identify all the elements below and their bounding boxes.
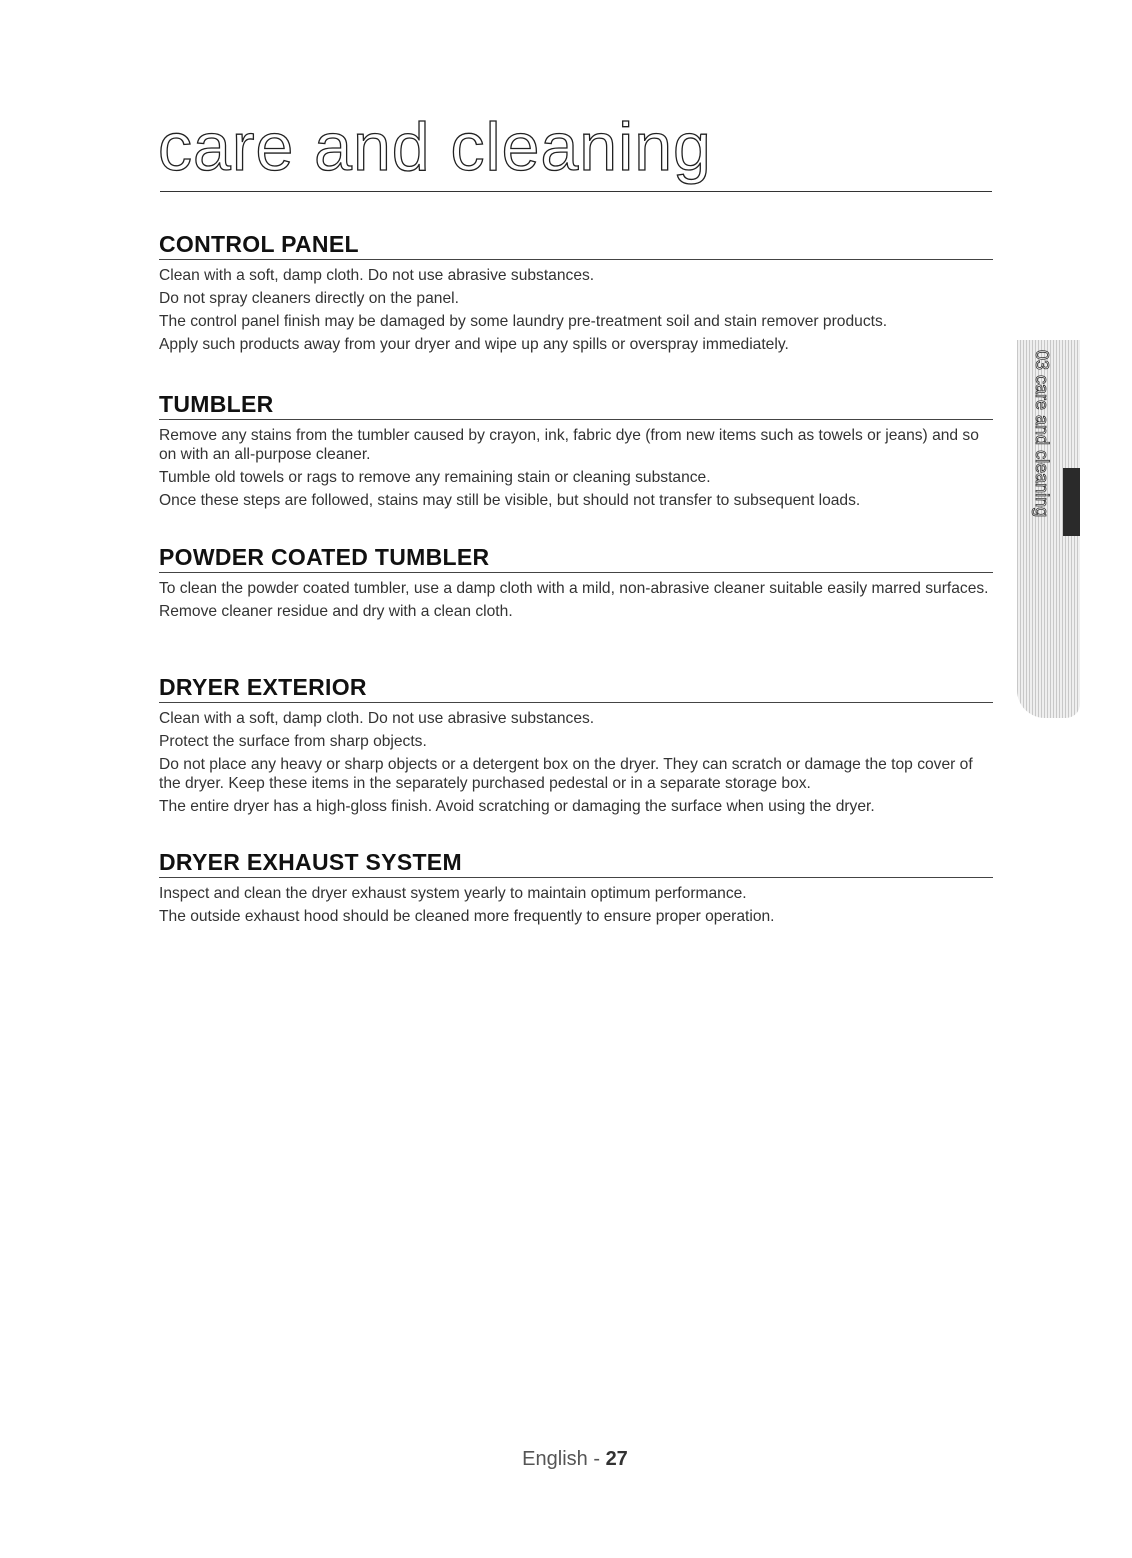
- page-title: [158, 109, 992, 192]
- paragraph: Remove cleaner residue and dry with a clean cloth.: [159, 603, 513, 620]
- paragraph: Inspect and clean the dryer exhaust system yearly to maintain optimum performance.: [159, 885, 747, 902]
- paragraph: The control panel finish may be damaged by some laundry pre-treatment soil and stain remover products.: [159, 313, 888, 330]
- section-heading: DRYER EXHAUST SYSTEM: [159, 848, 993, 878]
- page-number: 27: [605, 1448, 628, 1470]
- section-powder-coated-tumbler: [159, 543, 993, 625]
- section-body: [159, 709, 993, 816]
- paragraph: Protect the surface from sharp objects.: [159, 733, 427, 750]
- paragraph: Do not spray cleaners directly on the panel.: [159, 290, 459, 307]
- section-tumbler: [159, 390, 993, 514]
- footer-language: English: [522, 1448, 588, 1470]
- paragraph: Do not place any heavy or sharp objects or a detergent box on the dryer. They can scratch or damage the top cover of the dryer. Keep these items in the separately purchased pedestal or in a separate storage box.: [159, 756, 973, 792]
- paragraph: Apply such products away from your dryer and wipe up any spills or overspray immediately.: [159, 336, 789, 353]
- paragraph: The outside exhaust hood should be cleaned more frequently to ensure proper operation.: [159, 908, 775, 925]
- page-footer: [0, 1448, 1132, 1471]
- footer-separator: -: [587, 1448, 606, 1470]
- section-body: [159, 426, 993, 510]
- section-heading: POWDER COATED TUMBLER: [159, 543, 993, 573]
- section-heading: CONTROL PANEL: [159, 230, 993, 260]
- section-dryer-exhaust-system: [159, 848, 993, 930]
- section-body: [159, 884, 993, 926]
- paragraph: To clean the powder coated tumbler, use a damp cloth with a mild, non-abrasive cleaner suitable easily marred surfaces.: [159, 580, 989, 597]
- paragraph: Remove any stains from the tumbler caused by crayon, ink, fabric dye (from new items such as towels or jeans) and so on with an all-purpose cleaner.: [159, 427, 979, 463]
- section-body: [159, 579, 993, 621]
- chapter-side-tab-marker: [1063, 468, 1080, 536]
- chapter-side-tab-label: 03 care and cleaning: [1032, 350, 1052, 518]
- paragraph: Clean with a soft, damp cloth. Do not use abrasive substances.: [159, 710, 595, 727]
- paragraph: Once these steps are followed, stains may still be visible, but should not transfer to subsequent loads.: [159, 492, 861, 509]
- page-title-text: care and cleaning: [158, 109, 712, 185]
- section-control-panel: [159, 230, 993, 358]
- section-heading: DRYER EXTERIOR: [159, 673, 993, 703]
- paragraph: Clean with a soft, damp cloth. Do not use abrasive substances.: [159, 267, 595, 284]
- section-heading: TUMBLER: [159, 390, 993, 420]
- section-body: [159, 266, 993, 354]
- paragraph: Tumble old towels or rags to remove any remaining stain or cleaning substance.: [159, 469, 711, 486]
- paragraph: The entire dryer has a high-gloss finish. Avoid scratching or damaging the surface when using the dryer.: [159, 798, 875, 815]
- section-dryer-exterior: [159, 673, 993, 820]
